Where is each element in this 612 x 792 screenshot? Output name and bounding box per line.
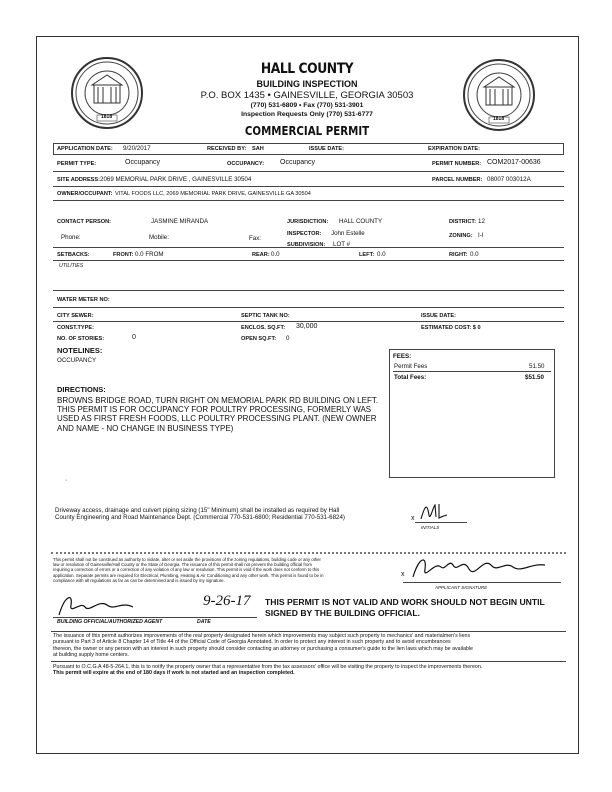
district-label: DISTRICT: <box>449 219 477 225</box>
fax-label: Fax: <box>249 235 262 242</box>
applicant-label: APPLICANT SIGNATURE <box>435 585 488 590</box>
notelines-text: OCCUPANCY <box>57 357 97 364</box>
divider <box>53 321 564 322</box>
total-fees-label: Total Fees: <box>394 374 427 381</box>
department-title: BUILDING INSPECTION <box>256 79 358 89</box>
notelines-label: NOTELINES: <box>57 346 103 355</box>
occupancy: Occupancy <box>280 159 316 166</box>
water-meter-label: WATER METER NO: <box>57 297 110 303</box>
official-label: BUILDING OFFICIAL/AUTHORIZED AGENT <box>57 619 163 625</box>
mobile-label: Mobile: <box>149 234 169 241</box>
septic-label: SEPTIC TANK NO: <box>241 313 290 319</box>
footer-para2 <box>53 664 482 677</box>
directions-line: BROWNS BRIDGE ROAD, TURN RIGHT ON MEMORIAL PARK RD BUILDING ON LEFT. <box>57 396 379 405</box>
permit-type-label: PERMIT TYPE: <box>57 161 97 167</box>
driveway-text <box>55 507 345 522</box>
divider <box>53 260 564 261</box>
enclos-label: ENCLOS. SQ.FT: <box>241 325 286 331</box>
divider <box>53 186 564 187</box>
site-address: 2069 MEMORIAL PARK DRIVE , GAINESVILLE 30504 <box>100 176 252 183</box>
front-label: FRONT: <box>113 252 134 258</box>
contact: JASMINE MIRANDA <box>151 218 209 225</box>
parcel-number-label: PARCEL NUMBER: <box>432 177 483 183</box>
directions-line: AND NAME - NO CHANGE IN BUSINESS TYPE) <box>57 423 234 433</box>
footer-line: pursuant to Part 3 of Article 8 Chapter 14 of Title 44 of the Official Code of Georgia Annotated. In order to protect any interest in such property and to avoid encumbrances <box>53 639 451 646</box>
driveway-line: Driveway access, drainage and culvert piping sizing (15" Minimum) shall be installed as required by Hall <box>55 507 340 514</box>
permit-type: Occupancy <box>125 159 161 166</box>
sign-date: 9-26-17 <box>203 593 251 609</box>
permit-fees-value: 51.50 <box>529 363 545 370</box>
est-cost-label: ESTIMATED COST: $ 0 <box>421 325 481 331</box>
permit-number: COM2017-00636 <box>487 159 541 166</box>
permit-title: COMMERCIAL PERMIT <box>244 123 370 138</box>
right-label: RIGHT: <box>449 252 468 258</box>
jurisdiction: HALL COUNTY <box>339 218 383 225</box>
initials-x: x <box>411 515 415 522</box>
initials-signature <box>417 501 457 528</box>
warning-line: THIS PERMIT IS NOT VALID AND WORK SHOULD NOT BEGIN UNTIL <box>265 597 545 607</box>
zoning-label: ZONING: <box>449 233 473 239</box>
application-date-label: APPLICATION DATE: <box>57 146 113 152</box>
owner: VITAL FOODS LLC, 2069 MEMORIAL PARK DRIVE, GAINESVILLE GA 30504 <box>115 191 311 197</box>
inspector-label: INSPECTOR: <box>287 231 322 237</box>
disclaimer-line: This permit shall not be construed as authority to violate, alter or set aside the provisions of the zoning regulations, building code or any other <box>53 557 321 562</box>
directions-line: USED AS FIRST FRESH FOODS, LLC POULTRY PROCESSING PLANT. (NEW OWNER <box>57 414 377 424</box>
occupancy-label: OCCUPANCY: <box>227 161 265 167</box>
date-label: DATE <box>197 619 211 625</box>
site-address-label: SITE ADDRESS: <box>57 177 100 183</box>
enclos-value: 30,000 <box>296 323 318 330</box>
stray-mark: · <box>65 477 68 484</box>
total-fees-value: $51.50 <box>525 374 544 381</box>
inspector: John Estelle <box>331 230 365 237</box>
zoning: I-I <box>478 232 484 239</box>
initials-line <box>415 522 467 523</box>
county-seal-right <box>463 59 535 131</box>
received-by-label: RECEIVED BY: <box>207 146 247 152</box>
seal-year-right: 1818 <box>493 116 505 122</box>
disclaimer-line: law or resolution of Gainesville/Hall County or the State of Georgia. The issuance of this permit shall not prevent the building official from <box>53 562 312 568</box>
jurisdiction-label: JURISDICTION: <box>287 219 329 225</box>
phone-label: Phone: <box>61 234 81 241</box>
directions-line: THIS PERMIT IS FOR OCCUPANCY FOR POULTRY PROCESSING, FORMERLY WAS <box>57 405 372 415</box>
divider <box>53 307 564 308</box>
stories-label: NO. OF STORIES: <box>57 336 105 342</box>
expiration-date-label: EXPIRATION DATE: <box>428 146 481 152</box>
footer-line: thereon, the owner or any person with an interest in such property should consider contacting an attorney or purchasing a consumer's guide to the lien laws which may be available <box>53 645 473 652</box>
contact-label: CONTACT PERSON: <box>57 219 111 225</box>
disclaimer-text <box>53 557 324 583</box>
county-seal-left <box>71 57 143 129</box>
parcel-number: 08007 003012A <box>487 176 531 183</box>
left-label: LEFT: <box>359 252 375 258</box>
district: 12 <box>478 218 485 225</box>
warning-text <box>265 597 545 618</box>
const-type-label: CONST.TYPE: <box>57 325 94 331</box>
footer-line: at building supply home centers. <box>53 652 129 659</box>
city-sewer-label: CITY SEWER: <box>57 313 94 319</box>
divider <box>53 247 564 248</box>
divider <box>393 371 551 372</box>
disclaimer-line: requiring a correction of errors or a correction of any violation of any law or resolution. This permit is void if the work does not conform to this <box>53 567 320 573</box>
footer-para1 <box>53 633 473 659</box>
permit-fees-label: Permit Fees <box>394 363 428 370</box>
lot-label: LOT # <box>333 241 351 248</box>
divider <box>53 290 564 291</box>
received-by: SAH <box>252 146 264 152</box>
setbacks-label: SETBACKS: <box>57 252 90 258</box>
permit-page <box>36 36 579 754</box>
applicant-signature-line <box>403 582 561 583</box>
applicant-x: x <box>401 571 405 578</box>
subdivision-label: SUBDIVISION: <box>287 242 326 248</box>
driveway-line: County Engineering and Road Maintenance Dept. (Commercial 770-531-6800; Residential 770-531-6824) <box>55 514 345 522</box>
directions-text <box>57 396 378 433</box>
footer-line: Pursuant to O.C.G.A 48-5-264.1, this is to notify the property owner that a representative from the tax assessors' office will be visiting the property to inspect the improvements thereon. <box>53 664 483 670</box>
rear-value: 0.0 <box>271 251 280 258</box>
issue-date-label: ISSUE DATE: <box>309 146 345 152</box>
initials-label: INITIALS <box>421 525 440 530</box>
fees-label: FEES: <box>393 353 412 360</box>
front-value: 0.0 FROM <box>135 251 164 258</box>
rear-label: REAR: <box>252 252 270 258</box>
right-value: 0.0 <box>470 251 479 258</box>
disclaimer-line: compliance with all regulations as far as can be determined and is issued by my signature. <box>53 577 225 583</box>
application-date: 9/20/2017 <box>123 145 151 152</box>
open-sqft-value: 0 <box>286 335 290 342</box>
owner-label: OWNER/OCCUPANT: <box>57 191 113 197</box>
utilities-label: UTILITIES <box>59 263 84 269</box>
department-phone: (770) 531-6809 • Fax (770) 531-3901 <box>250 102 364 109</box>
footer-line: The issuance of this permit authorizes improvements of the real property designated herein which improvements may subject such property to mechanics' and materialmen's liens <box>53 633 471 639</box>
open-sqft-label: OPEN SQ.FT: <box>241 336 277 342</box>
warning-line: SIGNED BY THE BUILDING OFFICIAL. <box>265 607 421 618</box>
official-signature-line <box>53 617 257 618</box>
department-address: P.O. BOX 1435 • GAINESVILLE, GEORGIA 30503 <box>200 90 414 101</box>
divider <box>51 661 566 662</box>
stories-value: 0 <box>132 334 136 341</box>
directions-label: DIRECTIONS: <box>57 385 106 394</box>
divider <box>53 200 564 201</box>
seal-year: 1818 <box>101 114 113 120</box>
divider <box>51 631 566 632</box>
footer-line: This permit will expire at the end of 180 days if work is not started and an inspection completed. <box>53 670 295 677</box>
permit-number-label: PERMIT NUMBER: <box>432 161 482 167</box>
county-title: HALL COUNTY <box>260 61 354 77</box>
misc-issue-date-label: ISSUE DATE: <box>421 313 457 319</box>
divider <box>53 171 564 172</box>
inspection-phone: Inspection Requests Only (770) 531-6777 <box>241 111 373 118</box>
left-value: 0.0 <box>377 251 386 258</box>
disclaimer-line: application. Separate permits are required for Electrical, Plumbing, Heating & Air Conditioning and any other work. This permit is found to be in <box>53 572 324 578</box>
